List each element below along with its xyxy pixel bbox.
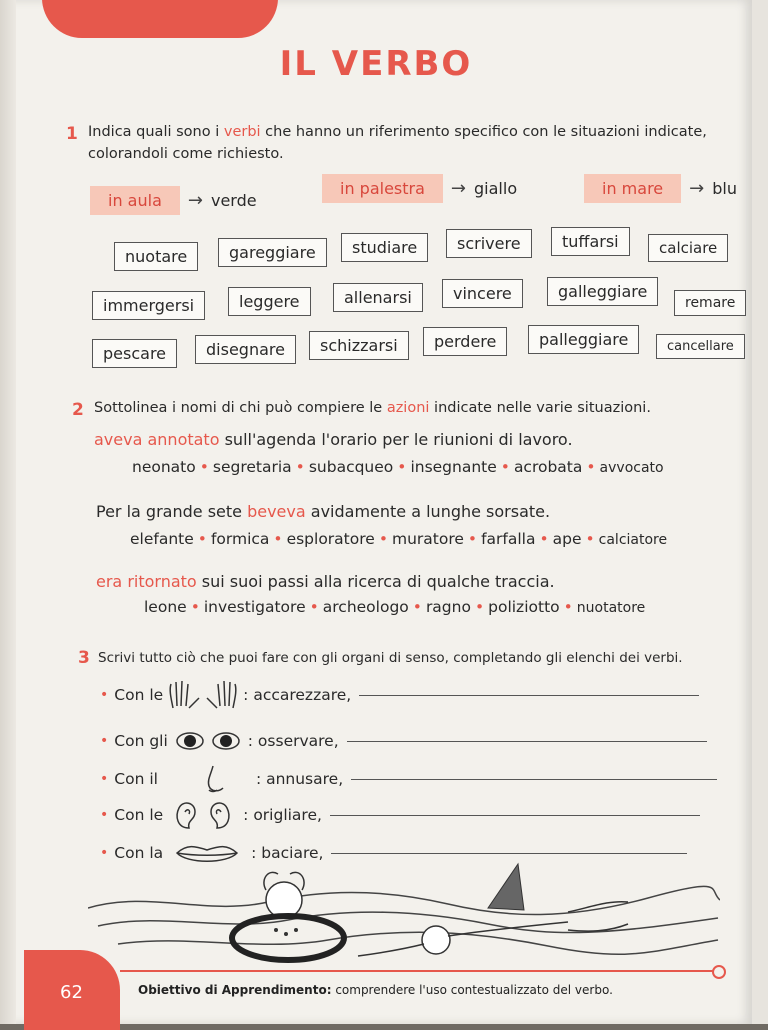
swimming-children-illustration [88, 860, 720, 970]
ears-icon [167, 798, 239, 832]
option-word[interactable]: esploratore [286, 530, 375, 548]
option-word[interactable]: poliziotto [488, 598, 560, 616]
page-title: IL VERBO [279, 44, 473, 84]
footer-rule [120, 970, 716, 972]
verb-box[interactable]: remare [674, 290, 746, 316]
bullet-icon: • [585, 530, 595, 548]
category-color: verde [210, 191, 257, 210]
sentence-3 [96, 572, 555, 591]
footer-rule-end-icon [712, 965, 726, 979]
arrow-right-icon: → [450, 178, 467, 199]
sense-example: : annusare, [255, 770, 344, 788]
sense-prefix: Con la [114, 844, 164, 862]
option-word[interactable]: acrobata [513, 458, 583, 476]
bullet-icon: • [197, 530, 207, 548]
exercise-1-instruction-cont: colorandoli come richiesto. [88, 146, 284, 162]
verb-box[interactable]: calciare [648, 234, 728, 262]
sense-example: : baciare, [251, 844, 324, 862]
bullet-icon: • [563, 598, 573, 616]
sense-prefix: Con le [114, 806, 164, 824]
bullet-icon: • [190, 598, 200, 616]
bullet-icon: • [273, 530, 283, 548]
option-word[interactable]: ape [552, 530, 582, 548]
verb-box[interactable]: pescare [92, 339, 177, 368]
bullet-icon: • [100, 845, 109, 861]
option-word[interactable]: formica [210, 530, 270, 548]
option-word[interactable]: insegnante [410, 458, 497, 476]
verb-box[interactable]: nuotare [114, 242, 198, 271]
bullet-icon: • [474, 598, 485, 616]
category-color: blu [712, 179, 737, 198]
verb-box[interactable]: tuffarsi [551, 227, 630, 256]
option-word[interactable]: ragno [425, 598, 471, 616]
sense-prefix: Con le [114, 686, 164, 704]
option-word[interactable]: avvocato [599, 460, 664, 476]
verb-box[interactable]: vincere [442, 279, 523, 308]
verb-box[interactable]: galleggiare [547, 277, 658, 306]
instr-text: che hanno un riferimento specifico con le situazioni indicate, [260, 124, 707, 140]
sense-example: : origliare, [243, 806, 322, 824]
objective-text: comprendere l'uso contestualizzato del verbo. [331, 983, 613, 997]
answer-line[interactable] [330, 815, 700, 816]
eyes-icon [172, 724, 244, 758]
page-edge [0, 0, 16, 1024]
option-word[interactable]: muratore [391, 530, 464, 548]
bullet-icon: • [412, 598, 422, 616]
sense-row-nose [100, 762, 717, 796]
hands-icon [167, 678, 239, 712]
exercise-3-instruction: Scrivi tutto ciò che puoi fare con gli organi di senso, completando gli elenchi dei verbi. [98, 650, 683, 666]
option-word[interactable]: subacqueo [308, 458, 394, 476]
verb-box[interactable]: cancellare [656, 334, 745, 359]
exercise-1-number: 1 [66, 124, 78, 144]
instr-highlight: verbi [223, 124, 261, 140]
answer-line[interactable] [331, 853, 687, 854]
verb-box[interactable]: schizzarsi [309, 331, 409, 360]
exercise-2-instruction [94, 400, 651, 416]
instr-highlight: azioni [386, 400, 430, 416]
bullet-icon: • [100, 771, 109, 787]
arrow-right-icon: → [689, 178, 705, 199]
bullet-icon: • [295, 458, 305, 476]
sense-row-hands [100, 678, 699, 712]
verb-box[interactable]: allenarsi [333, 283, 423, 312]
options-2 [130, 530, 667, 548]
instr-text: Sottolinea i nomi di chi può compiere le [94, 400, 387, 416]
category-label: in mare [584, 174, 681, 203]
category-gym [322, 174, 517, 203]
category-sea [584, 174, 737, 203]
sentence-text: Per la grande sete [96, 502, 248, 521]
sense-row-eyes [100, 724, 707, 758]
instr-text: indicate nelle varie situazioni. [429, 400, 651, 416]
answer-line[interactable] [347, 741, 707, 742]
bullet-icon: • [100, 687, 109, 703]
instr-text: Indica quali sono i [88, 124, 224, 140]
page-number: 62 [60, 982, 83, 1003]
option-word[interactable]: calciatore [598, 532, 668, 548]
answer-line[interactable] [359, 695, 699, 696]
sentence-verb: beveva [247, 502, 306, 521]
verb-box[interactable]: immergersi [92, 291, 205, 320]
exercise-2-number: 2 [72, 400, 84, 420]
arrow-right-icon: → [187, 190, 203, 211]
bullet-icon: • [378, 530, 388, 548]
objective-label: Obiettivo di Apprendimento: [138, 983, 332, 997]
sentence-text: sull'agenda l'orario per le riunioni di lavoro. [219, 430, 573, 449]
bullet-icon: • [100, 733, 109, 749]
sense-row-ears [100, 798, 700, 832]
bullet-icon: • [500, 458, 510, 476]
bullet-icon: • [467, 530, 478, 548]
sense-prefix: Con il [114, 770, 158, 788]
answer-line[interactable] [351, 779, 717, 780]
category-color: giallo [474, 179, 518, 198]
verb-box[interactable]: disegnare [195, 335, 296, 364]
sentence-verb: aveva annotato [94, 430, 220, 449]
option-word[interactable]: segretaria [212, 458, 292, 476]
bullet-icon: • [309, 598, 319, 616]
footer-objective [138, 983, 613, 997]
options-1 [132, 458, 664, 476]
sense-prefix: Con gli [114, 732, 168, 750]
exercise-3-number: 3 [78, 648, 90, 668]
section-tab [42, 0, 278, 38]
bullet-icon: • [199, 458, 209, 476]
verb-box[interactable]: scrivere [446, 229, 532, 258]
sentence-2 [96, 502, 550, 521]
sentence-verb: era ritornato [96, 572, 197, 591]
nose-icon [162, 762, 252, 796]
verb-box[interactable]: studiare [341, 233, 428, 262]
option-word[interactable]: leone [144, 598, 187, 616]
sense-example: : accarezzare, [243, 686, 352, 704]
category-label: in palestra [322, 174, 443, 203]
bullet-icon: • [397, 458, 407, 476]
option-word[interactable]: archeologo [322, 598, 409, 616]
bullet-icon: • [100, 807, 109, 823]
option-word[interactable]: investigatore [203, 598, 306, 616]
verb-box[interactable]: perdere [423, 327, 507, 356]
bullet-icon: • [539, 530, 549, 548]
option-word[interactable]: neonato [132, 458, 196, 476]
category-label: in aula [90, 186, 180, 215]
bullet-icon: • [586, 458, 596, 476]
verb-box[interactable]: gareggiare [218, 238, 327, 267]
option-word[interactable]: farfalla [481, 530, 536, 548]
verb-box[interactable]: leggere [228, 287, 311, 316]
option-word[interactable]: elefante [130, 530, 194, 548]
sense-example: : osservare, [247, 732, 339, 750]
sentence-text: avidamente a lunghe sorsate. [305, 502, 551, 521]
sentence-text: sui suoi passi alla ricerca di qualche traccia. [196, 572, 555, 591]
exercise-1-instruction [88, 124, 738, 140]
category-classroom [90, 186, 257, 215]
option-word[interactable]: nuotatore [576, 600, 646, 616]
verb-box[interactable]: palleggiare [528, 325, 639, 354]
sentence-1 [94, 430, 573, 449]
options-3 [144, 598, 645, 616]
next-page-edge [752, 0, 768, 1024]
